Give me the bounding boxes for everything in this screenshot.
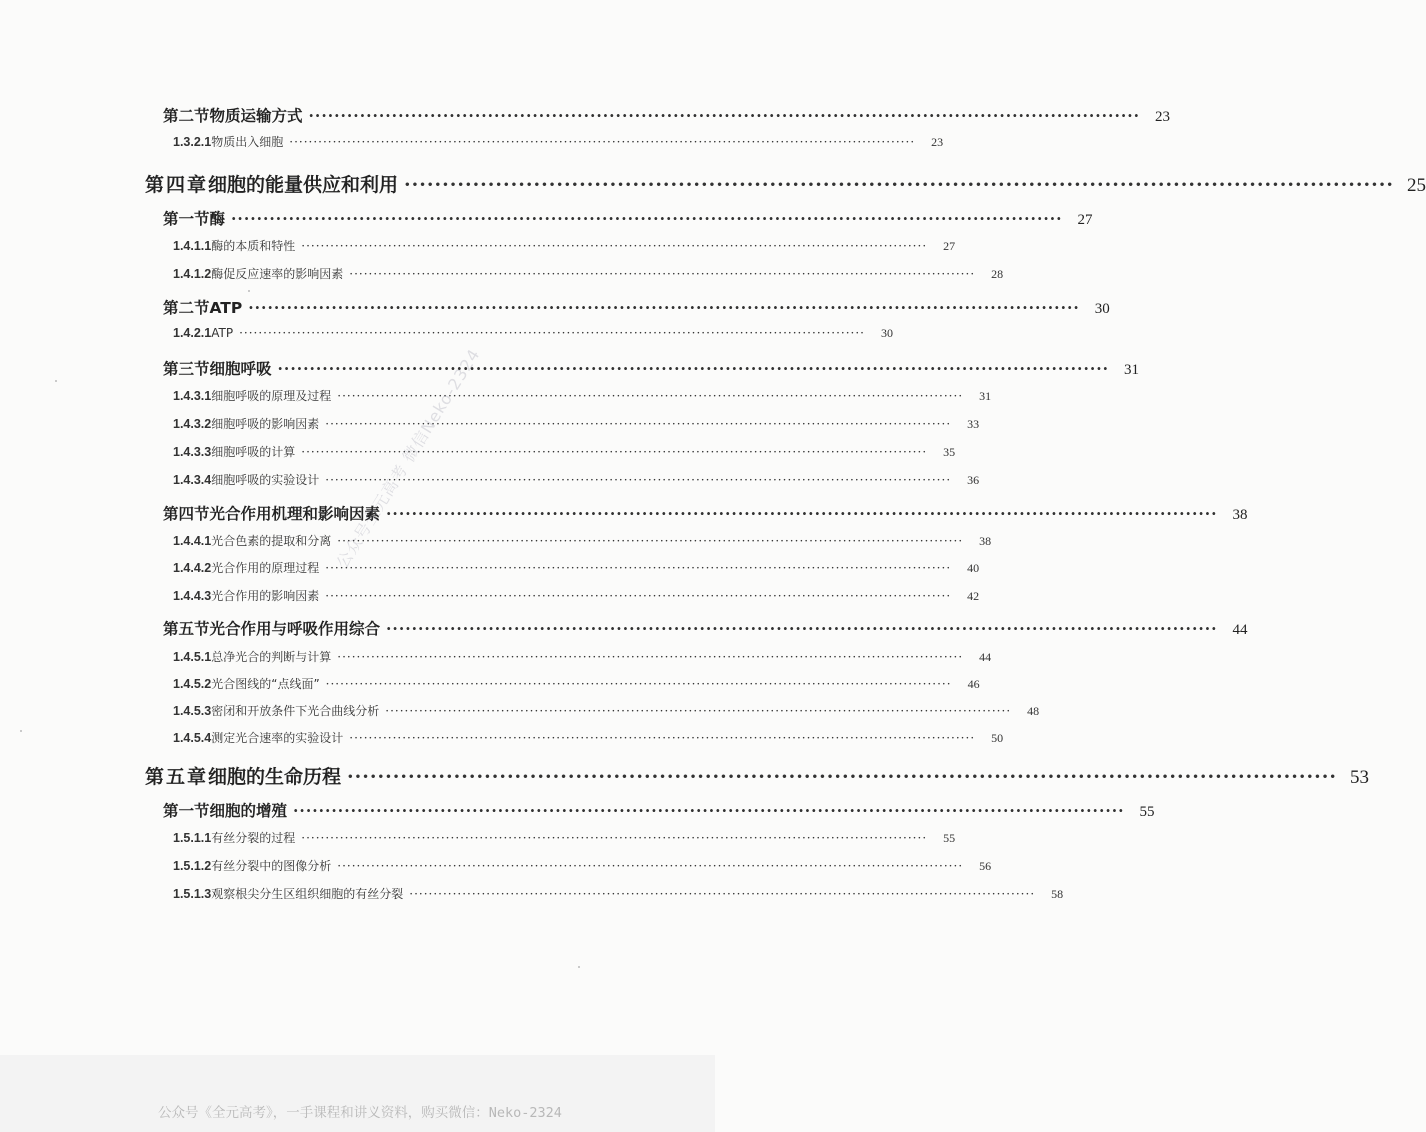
toc-entry-number: 第三节: [163, 360, 210, 378]
toc-subsection-entry[interactable]: [173, 857, 992, 874]
toc-entry-title: 细胞的增殖: [209, 802, 288, 820]
toc-entry-title: 光合作用的影响因素: [211, 589, 320, 603]
toc-subsection-entry[interactable]: [173, 471, 980, 488]
toc-entry-page: 31: [979, 389, 992, 403]
toc-entry-number: 1.4.1.2: [173, 267, 212, 281]
toc-section-entry[interactable]: [163, 617, 1248, 639]
toc-entry-page: 44: [1232, 622, 1248, 638]
leader-dots: ··································································································································: [325, 417, 952, 431]
toc-entry-title: 细胞呼吸: [209, 360, 272, 378]
leader-dots: ··································································································································: [337, 389, 964, 403]
toc-entry-title: 酶: [209, 210, 226, 228]
toc-entry-number: 1.5.1.1: [173, 831, 212, 845]
toc-entry-number: 1.4.5.4: [173, 731, 212, 745]
toc-entry-number: 1.4.3.1: [173, 389, 212, 403]
leader-dots: ··································································································································: [301, 239, 928, 253]
leader-dots: ··································································································································: [239, 326, 865, 340]
toc-chapter-entry[interactable]: [145, 170, 1426, 197]
toc-entry-title: 有丝分裂中的图像分析: [211, 859, 332, 873]
toc-subsection-entry[interactable]: [173, 829, 956, 846]
toc-entry-number: 1.4.4.1: [173, 534, 212, 548]
toc-entry-title: 光合图线的“点线面”: [211, 677, 320, 691]
leader-dots: ··································································································································: [325, 677, 952, 691]
toc-entry-page: 35: [943, 445, 956, 459]
scan-speck: [578, 966, 580, 968]
leader-dots: ··································································································································: [325, 589, 952, 603]
toc-section-entry[interactable]: [163, 357, 1140, 379]
toc-entry-number: 1.5.1.3: [173, 887, 212, 901]
toc-subsection-entry[interactable]: [173, 729, 1004, 746]
leader-dots: ··································································································································: [325, 561, 952, 575]
toc-entry-page: 36: [967, 473, 980, 487]
leader-dots: ··································································································································: [231, 209, 1063, 228]
toc-entry-title: ATP: [209, 299, 243, 317]
toc-entry-page: 55: [1139, 804, 1155, 820]
toc-entry-page: 23: [931, 135, 944, 149]
toc-entry-page: 38: [1232, 507, 1248, 523]
toc-entry-page: 50: [991, 731, 1004, 745]
leader-dots: ··································································································································: [349, 731, 976, 745]
leader-dots: ··································································································································: [248, 298, 1080, 317]
toc-entry-page: 48: [1027, 704, 1040, 718]
toc-entry-title: 细胞呼吸的计算: [211, 445, 296, 459]
toc-section-entry[interactable]: [163, 502, 1248, 524]
toc-section-entry[interactable]: [163, 296, 1110, 318]
toc-entry-page: 55: [943, 831, 956, 845]
toc-entry-title: 细胞呼吸的影响因素: [211, 417, 320, 431]
toc-subsection-entry[interactable]: [173, 648, 992, 665]
toc-subsection-entry[interactable]: [173, 702, 1040, 719]
leader-dots: ··································································································································: [277, 359, 1110, 378]
toc-entry-page: 33: [967, 417, 980, 431]
toc-subsection-entry[interactable]: [173, 532, 992, 549]
leader-dots: ··································································································································: [386, 619, 1218, 638]
toc-entry-number: 1.3.2.1: [173, 135, 212, 149]
toc-entry-title: 酶促反应速率的影响因素: [211, 267, 344, 281]
scan-speck: [248, 290, 250, 292]
toc-entry-page: 27: [943, 239, 956, 253]
toc-subsection-entry[interactable]: [173, 265, 1004, 282]
toc-subsection-entry[interactable]: [173, 559, 980, 576]
toc-entry-page: 25: [1406, 175, 1426, 196]
toc-subsection-entry[interactable]: [173, 237, 956, 254]
toc-entry-page: 30: [880, 326, 893, 340]
toc-entry-number: 1.4.1.1: [173, 239, 212, 253]
toc-entry-page: 27: [1077, 212, 1093, 228]
toc-entry-page: 44: [979, 650, 992, 664]
toc-subsection-entry[interactable]: [173, 587, 980, 604]
toc-entry-title: 观察根尖分生区组织细胞的有丝分裂: [211, 887, 404, 901]
toc-entry-title: 细胞呼吸的原理及过程: [211, 389, 332, 403]
toc-entry-number: 第一节: [163, 802, 210, 820]
toc-entry-page: 46: [967, 677, 980, 691]
toc-entry-page: 23: [1155, 109, 1171, 125]
leader-dots: ··································································································································: [325, 473, 952, 487]
toc-entry-number: 1.4.2.1: [173, 326, 212, 340]
toc-entry-page: 30: [1094, 301, 1110, 317]
toc-entry-number: 第五章: [145, 766, 209, 788]
toc-entry-title: 光合色素的提取和分离: [211, 534, 332, 548]
scan-speck: [55, 380, 57, 382]
toc-entry-number: 1.4.3.2: [173, 417, 212, 431]
toc-entry-number: 1.4.5.3: [173, 704, 212, 718]
leader-dots: ··································································································································: [349, 267, 976, 281]
toc-entry-number: 1.4.4.3: [173, 589, 212, 603]
toc-entry-page: 31: [1124, 362, 1140, 378]
toc-entry-title: 有丝分裂的过程: [211, 831, 296, 845]
toc-entry-number: 第五节: [163, 620, 210, 638]
toc-entry-title: 密闭和开放条件下光合曲线分析: [211, 704, 380, 718]
toc-entry-title: 测定光合速率的实验设计: [211, 731, 344, 745]
toc-section-entry[interactable]: [163, 207, 1093, 229]
toc-entry-number: 1.4.5.2: [173, 677, 212, 691]
leader-dots: ··································································································································: [404, 174, 1394, 196]
toc-entry-number: 1.5.1.2: [173, 859, 212, 873]
toc-entry-number: 1.4.4.2: [173, 561, 212, 575]
toc-entry-title: 光合作用机理和影响因素: [209, 505, 381, 523]
toc-entry-number: 1.4.3.3: [173, 445, 212, 459]
leader-dots: ··································································································································: [308, 106, 1141, 125]
scan-speck: [20, 730, 22, 732]
leader-dots: ··································································································································: [385, 704, 1012, 718]
toc-subsection-entry[interactable]: [173, 387, 992, 404]
leader-dots: ··································································································································: [337, 650, 964, 664]
leader-dots: ··································································································································: [301, 831, 928, 845]
toc-entry-number: 1.4.3.4: [173, 473, 212, 487]
toc-entry-title: 总净光合的判断与计算: [211, 650, 332, 664]
leader-dots: ··································································································································: [289, 135, 916, 149]
toc-entry-page: 38: [979, 534, 992, 548]
toc-subsection-entry[interactable]: [173, 885, 1064, 902]
toc-entry-number: 1.4.5.1: [173, 650, 212, 664]
toc-entry-page: 58: [1051, 887, 1064, 901]
toc-subsection-entry[interactable]: [173, 133, 944, 150]
toc-section-entry[interactable]: [163, 104, 1171, 126]
toc-entry-number: 第二节: [163, 107, 210, 125]
toc-chapter-entry[interactable]: [145, 762, 1369, 789]
leader-dots: ··································································································································: [337, 859, 964, 873]
toc-entry-title: 光合作用的原理过程: [211, 561, 320, 575]
toc-entry-title: ATP: [211, 326, 234, 340]
leader-dots: ··································································································································: [293, 801, 1125, 820]
toc-entry-title: 光合作用与呼吸作用综合: [209, 620, 381, 638]
toc-entry-number: 第一节: [163, 210, 210, 228]
toc-entry-page: 40: [967, 561, 980, 575]
toc-section-entry[interactable]: [163, 799, 1155, 821]
toc-entry-number: 第二节: [163, 299, 210, 317]
leader-dots: ··································································································································: [409, 887, 1036, 901]
toc-subsection-entry[interactable]: [173, 326, 893, 341]
toc-entry-title: 细胞的能量供应和利用: [208, 174, 399, 196]
toc-entry-title: 物质出入细胞: [211, 135, 284, 149]
footer-text: 公众号《全元高考》，一手课程和讲义资料，购买微信：Neko-2324: [158, 1105, 562, 1121]
toc-entry-title: 细胞呼吸的实验设计: [211, 473, 320, 487]
leader-dots: ··································································································································: [386, 504, 1218, 523]
toc-entry-number: 第四节: [163, 505, 210, 523]
toc-entry-number: 第四章: [145, 174, 209, 196]
toc-entry-title: 细胞的生命历程: [208, 766, 342, 788]
leader-dots: ··································································································································: [301, 445, 928, 459]
toc-entry-page: 28: [991, 267, 1004, 281]
toc-entry-page: 56: [979, 859, 992, 873]
toc-entry-page: 53: [1349, 767, 1369, 788]
toc-subsection-entry[interactable]: [173, 675, 980, 692]
leader-dots: ··································································································································: [347, 766, 1337, 788]
toc-entry-title: 物质运输方式: [209, 107, 303, 125]
toc-entry-title: 酶的本质和特性: [211, 239, 296, 253]
watermark-text: 公众号全元高考 微信Neko-2324: [332, 345, 484, 572]
leader-dots: ··································································································································: [337, 534, 964, 548]
toc-entry-page: 42: [967, 589, 980, 603]
